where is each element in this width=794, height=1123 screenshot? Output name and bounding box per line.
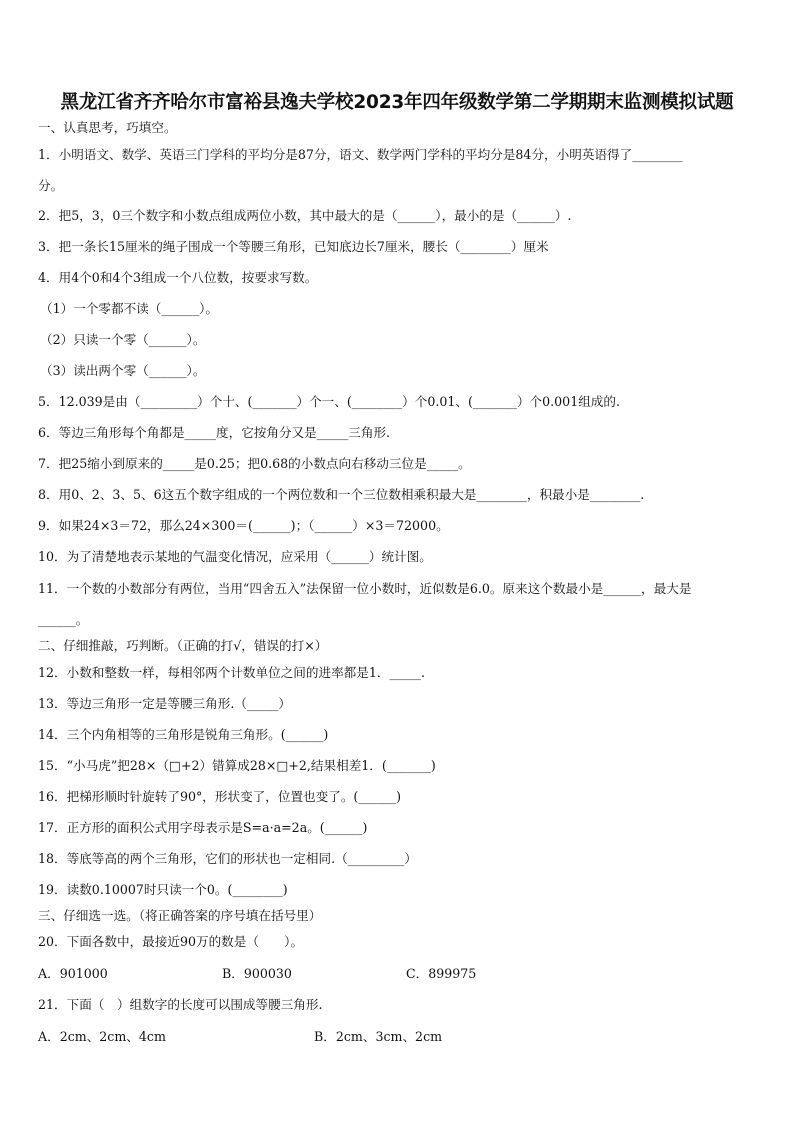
- question-4-part-1: （1）一个零都不读（______）。: [40, 301, 219, 316]
- section-3-heading: 三、仔细选一选。（将正确答案的序号填在括号里）: [38, 908, 322, 923]
- question-20-option-c: C．899975: [406, 966, 477, 981]
- question-18: 18．等底等高的两个三角形，它们的形状也一定相同.（_________）: [38, 851, 417, 866]
- question-3: 3．把一条长15厘米的绳子围成一个等腰三角形，已知底边长7厘米，腰长（________）厘米: [38, 239, 549, 254]
- question-14: 14．三个内角相等的三角形是锐角三角形。(______): [38, 727, 329, 742]
- question-20-option-a: A．901000: [38, 966, 108, 981]
- question-17: 17．正方形的面积公式用字母表示是S=a·a=2a。(______): [38, 820, 368, 835]
- question-6: 6．等边三角形每个角都是_____度，它按角分又是_____三角形.: [38, 425, 391, 440]
- question-7: 7．把25缩小到原来的_____是0.25；把0.68的小数点向右移动三位是_____。: [38, 456, 471, 471]
- question-2: 2．把5，3，0三个数字和小数点组成两位小数，其中最大的是（______），最小的是（______）.: [38, 208, 572, 223]
- question-20: 20．下面各数中，最接近90万的数是（ ）。: [38, 934, 304, 949]
- question-15: 15．“小马虎”把28×（□+2）错算成28×□+2,结果相差1．(_______): [38, 758, 436, 773]
- question-11: 11．一个数的小数部分有两位，当用“四舍五入”法保留一位小数时，近似数是6.0。原来这个数最小是______，最大是: [38, 581, 692, 596]
- question-21-option-b: B．2cm、3cm、2cm: [314, 1029, 443, 1044]
- question-21-option-a: A．2cm、2cm、4cm: [38, 1029, 166, 1044]
- section-1-heading: 一、认真思考，巧填空。: [38, 120, 177, 135]
- question-10: 10．为了清楚地表示某地的气温变化情况，应采用（______）统计图。: [38, 549, 432, 564]
- question-1-cont: 分。: [38, 178, 64, 193]
- question-13: 13．等边三角形一定是等腰三角形.（_____）: [38, 696, 292, 711]
- question-5: 5．12.039是由（_________）个十、(_______）个一、(________）个0.01、(_______）个0.001组成的.: [38, 394, 620, 409]
- question-4: 4．用4个0和4个3组成一个八位数，按要求写数。: [38, 270, 318, 285]
- question-9: 9．如果24×3＝72，那么24×300＝(______)；（______）×3＝72000。: [38, 518, 449, 533]
- question-4-part-2: （2）只读一个零（______）。: [40, 332, 206, 347]
- question-19: 19．读数0.10007时只读一个0。(________): [38, 882, 288, 897]
- question-1: 1．小明语文、数学、英语三门学科的平均分是87分，语文、数学两门学科的平均分是84分，小明英语得了________: [38, 147, 683, 162]
- section-2-heading: 二、仔细推敲，巧判断。（正确的打√，错误的打×）: [38, 638, 328, 653]
- question-16: 16．把梯形顺时针旋转了90°，形状变了，位置也变了。(______): [38, 789, 402, 804]
- question-12: 12．小数和整数一样，每相邻两个计数单位之间的进率都是1．_____.: [38, 665, 425, 680]
- question-4-part-3: （3）读出两个零（______）。: [40, 363, 206, 378]
- question-21: 21．下面（ ）组数字的长度可以围成等腰三角形.: [38, 997, 323, 1012]
- question-8: 8．用0、2、3、5、6这五个数字组成的一个两位数和一个三位数相乘积最大是________，积最小是________.: [38, 487, 645, 502]
- question-20-option-b: B．900030: [222, 966, 292, 981]
- page-title: 黑龙江省齐齐哈尔市富裕县逸夫学校2023年四年级数学第二学期期末监测模拟试题: [60, 92, 734, 113]
- question-11-cont: ______。: [38, 612, 89, 627]
